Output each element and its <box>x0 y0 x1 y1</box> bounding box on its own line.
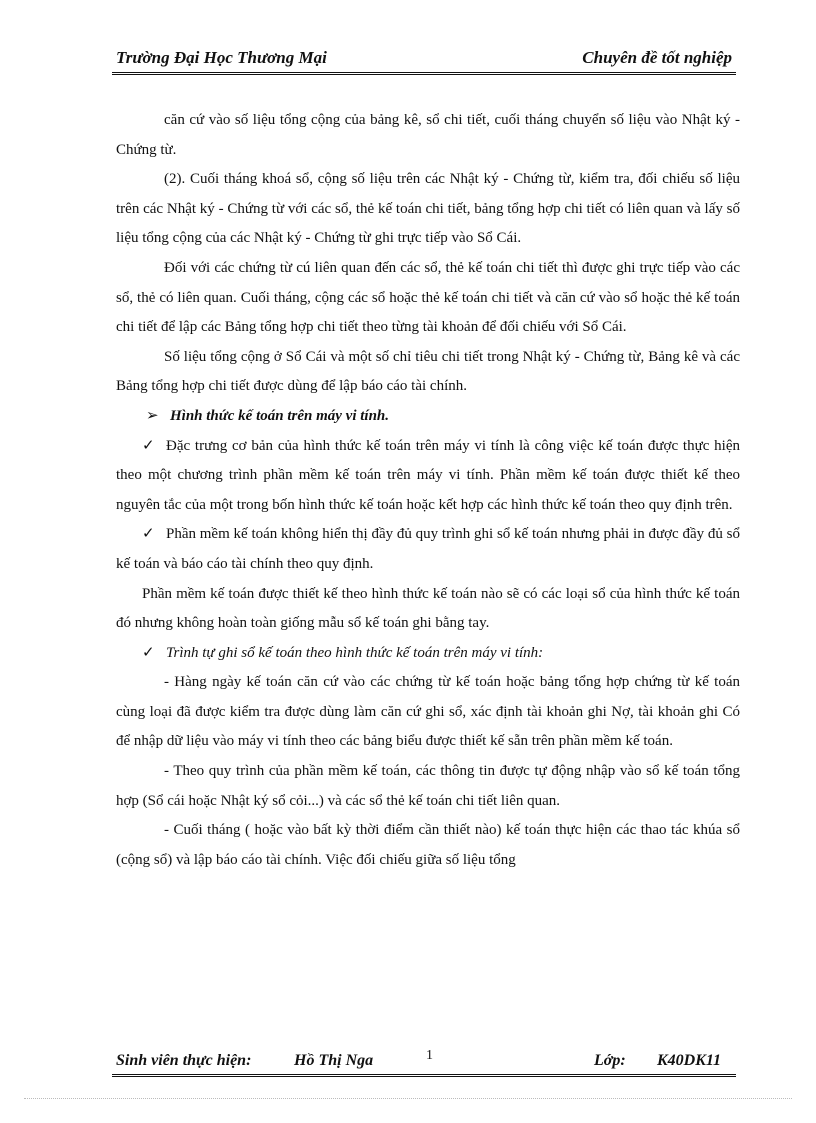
subheading <box>116 639 740 669</box>
paragraph-1: căn cứ vào số liệu tổng cộng của bảng kê, sổ chi tiết, cuối tháng chuyển số liệu vào Nhật ký - Chứng từ. <box>116 112 740 158</box>
page-boundary <box>24 1098 792 1099</box>
checkmark-icon: ✓ <box>142 644 155 661</box>
page-footer <box>116 1048 736 1074</box>
paragraph-7: Phần mềm kế toán được thiết kế theo hình thức kế toán nào sẽ có các loại sổ của hình thức kế toán đó nhưng không hoàn toàn giống mẫu sổ kế toán ghi bằng tay. <box>116 585 740 632</box>
paragraph-4: Số liệu tổng cộng ở Sổ Cái và một số chỉ tiêu chi tiết trong Nhật ký - Chứng từ, Bảng kê và các Bảng tổng hợp chi tiết được dùng để lập báo cáo tài chính. <box>116 348 740 395</box>
footer-rule <box>112 1074 736 1077</box>
paragraph-6 <box>116 520 740 579</box>
paragraph-2: (2). Cuối tháng khoá sổ, cộng số liệu trên các Nhật ký - Chứng từ, kiểm tra, đối chiếu số liệu trên các Nhật ký - Chứng từ với các sổ, thẻ kế toán chi tiết, bảng tổng hợp chi tiết có liên quan và lấy số liệu tổng cộng của các Nhật ký - Chứng từ ghi trực tiếp vào Sổ Cái. <box>116 171 740 247</box>
header-rule <box>112 72 736 75</box>
header-school: Trường Đại Học Thương Mại <box>116 48 327 67</box>
document-body <box>116 106 740 875</box>
section-heading-text: Hình thức kế toán trên máy vi tính. <box>170 407 390 424</box>
paragraph-5-text: Đặc trưng cơ bản của hình thức kế toán trên máy vi tính là công việc kế toán được thực hiện theo một chương trình phần mềm kế toán trên máy vi tính. Phần mềm kế toán được thiết kế theo nguyên tắc của một trong bốn hình thức kế toán hoặc kết hợp các hình thức kế toán theo quy định trên. <box>116 437 740 513</box>
footer-class-value: K40DK11 <box>657 1052 722 1069</box>
section-heading <box>116 402 740 432</box>
footer-student-name: Hồ Thị Nga <box>294 1052 374 1069</box>
footer-class-label: Lớp: <box>594 1052 626 1069</box>
checkmark-icon: ✓ <box>142 437 155 454</box>
header-doc-type: Chuyên đề tốt nghiệp <box>582 48 732 67</box>
page-number: 1 <box>426 1048 433 1063</box>
checkmark-icon: ✓ <box>142 526 155 543</box>
arrow-bullet-icon: ➢ <box>146 407 159 424</box>
paragraph-9: - Theo quy trình của phần mềm kế toán, các thông tin được tự động nhập vào sổ kế toán tổng hợp (Sổ cái hoặc Nhật ký sổ cỏi...) và các sổ thẻ kế toán chi tiết liên quan. <box>116 763 740 809</box>
subheading-text: Trình tự ghi sổ kế toán theo hình thức kế toán trên máy vi tính: <box>166 644 544 661</box>
footer-student-label: Sinh viên thực hiện: <box>116 1052 252 1069</box>
paragraph-3: Đối với các chứng từ cú liên quan đến các sổ, thẻ kế toán chi tiết thì được ghi trực tiếp vào các sổ, thẻ có liên quan. Cuối tháng, cộng các sổ hoặc thẻ kế toán chi tiết và căn cứ vào sổ hoặc thẻ kế toán chi tiết để lập các Bảng tổng hợp chi tiết theo từng tài khoản để đối chiếu với Sổ Cái. <box>116 259 740 336</box>
paragraph-6-text: Phần mềm kế toán không hiển thị đầy đủ quy trình ghi sổ kế toán nhưng phải in được đầy đủ sổ kế toán và báo cáo tài chính theo quy định. <box>116 526 740 572</box>
paragraph-8: - Hàng ngày kế toán căn cứ vào các chứng từ kế toán hoặc bảng tổng hợp chứng từ kế toán cùng loại đã được kiểm tra được dùng làm căn cứ ghi sổ, xác định tài khoản ghi Nợ, tài khoản ghi Có để nhập dữ liệu vào máy vi tính theo các bảng biểu được thiết kế sẵn trên phần mềm kế toán. <box>116 674 740 750</box>
paragraph-5 <box>116 432 740 521</box>
paragraph-10: - Cuối tháng ( hoặc vào bất kỳ thời điểm cần thiết nào) kế toán thực hiện các thao tác khúa sổ (cộng sổ) và lập báo cáo tài chính. Việc đối chiếu giữa số liệu tổng <box>116 822 740 868</box>
page-header <box>116 48 732 72</box>
